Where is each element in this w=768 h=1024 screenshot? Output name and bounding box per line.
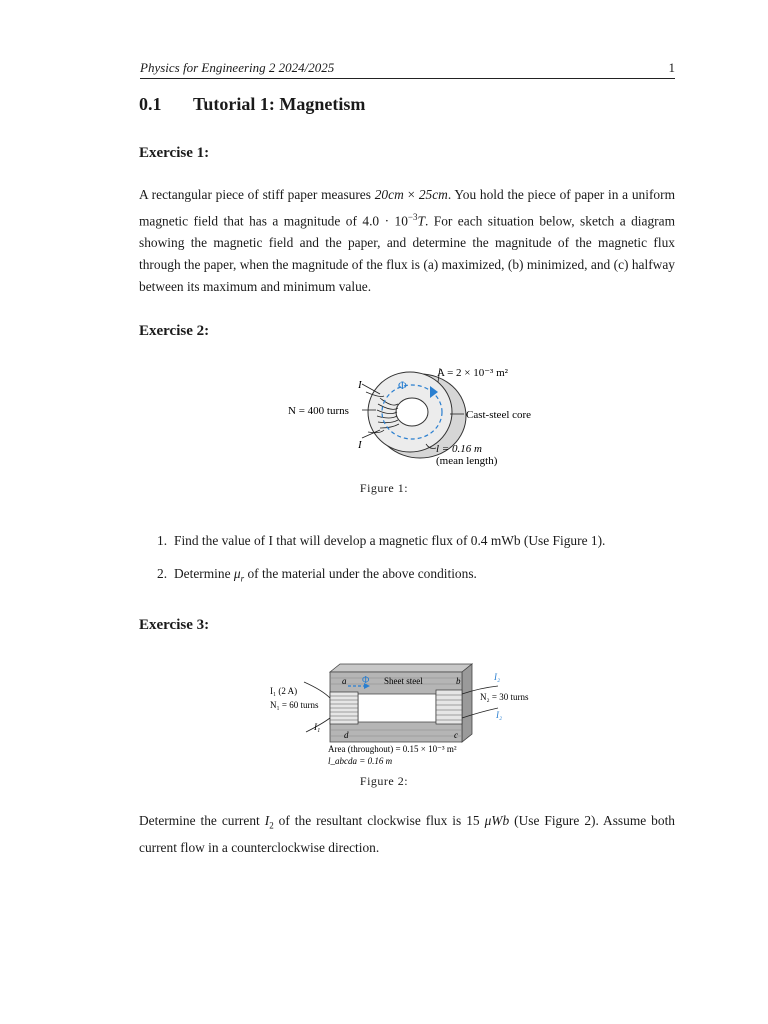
i2-label-top: I₂ (494, 672, 501, 682)
exercise-1-text (139, 184, 675, 298)
lead-left-top (304, 682, 330, 698)
ex1-dim1: 20cm (374, 187, 404, 202)
list-item-text: of the material under the above conditions. (244, 566, 477, 581)
length-label: l = 0.16 m (436, 443, 482, 455)
figure-2-core (266, 660, 556, 768)
core-side-face (462, 664, 472, 742)
current-label-top: I (358, 379, 362, 391)
corner-d: d (344, 730, 349, 740)
toroid-hole (396, 398, 428, 426)
mu-symbol: μ (233, 566, 241, 581)
course-title: Physics for Engineering 2 2024/2025 (140, 60, 335, 75)
ex3-text-a: Determine the current (139, 813, 265, 828)
corner-a: a (342, 676, 347, 686)
ex1-dim2: 25cm (418, 187, 448, 202)
ex1-field-unit: T (417, 213, 425, 229)
figure-1-toroid (280, 362, 560, 474)
core-label: Cast-steel core (466, 409, 532, 421)
running-header (140, 60, 675, 79)
ex3-current-sub: 2 (269, 820, 274, 831)
ex3-text-c: (Use Figure 2). Assume both current flow in a counterclockwise direction. (139, 813, 675, 855)
list-item (157, 533, 605, 549)
i1-lower-label: I₁ (314, 722, 321, 732)
ex3-flux-unit: μWb (484, 813, 510, 828)
mean-length-label: (mean length) (436, 455, 498, 467)
section-number: 0.1 (139, 94, 162, 114)
ex1-field-value: 4.0 · 10 (362, 213, 408, 229)
list-item-text: Determine (174, 566, 234, 581)
section-title (139, 94, 365, 115)
flux-symbol: Φ (362, 675, 370, 686)
area-label: Area (throughout) = 0.15 × 10⁻³ m² (328, 744, 457, 754)
corner-b: b (456, 676, 461, 686)
list-marker: 2. (157, 566, 168, 581)
corner-c: c (454, 730, 458, 740)
ex3-current-symbol: I (264, 813, 270, 828)
ex1-times: × (403, 187, 419, 202)
figure-2-caption: Figure 2: (359, 774, 409, 788)
mu-subscript: r (240, 573, 245, 584)
current-label-bottom: I (358, 439, 362, 451)
list-marker: 1. (157, 533, 168, 548)
area-label: A = 2 × 10⁻³ m² (437, 367, 508, 379)
exercise-2-list (157, 533, 677, 593)
ex3-text-b: of the resultant clockwise flux is 15 (273, 813, 485, 828)
core-top-face (330, 664, 472, 672)
i1-label: I₁ (2 A) (270, 686, 298, 696)
ex1-field-exp: −3 (407, 212, 418, 222)
n1-label: N₁ = 60 turns (270, 700, 319, 710)
exercise-1-heading: Exercise 1: (139, 145, 210, 161)
exercise-3-text (139, 810, 675, 859)
exercise-2-heading: Exercise 2: (139, 323, 210, 339)
section-name: Tutorial 1: Magnetism (193, 94, 366, 114)
ex1-text-a: A rectangular piece of stiff paper measures (139, 187, 375, 202)
path-length-label: l_abcda = 0.16 m (328, 756, 393, 766)
ex1-text-c: . For each situation below, sketch a diagram showing the magnetic field and the paper, and determine the magnitude of the magnetic flux through the paper, when the magnitude of the flux is (a) maximized, (b) minimized, and (c) halfway between its maximum and minimum value. (139, 213, 675, 295)
exercise-3-heading: Exercise 3: (139, 617, 210, 633)
flux-symbol: Φ (398, 378, 407, 392)
turns-label: N = 400 turns (288, 405, 349, 417)
page-number: 1 (668, 60, 675, 75)
sheet-steel-label: Sheet steel (384, 676, 423, 686)
n2-label: N₂ = 30 turns (480, 692, 529, 702)
ex1-text-b: . You hold the piece of paper in a uniform magnetic field that has a magnitude of (139, 187, 675, 229)
list-item (157, 566, 477, 584)
i2-label-bottom: I₂ (496, 710, 503, 720)
list-item-text: Find the value of I that will develop a magnetic flux of 0.4 mWb (Use Figure 1). (174, 533, 606, 548)
figure-1-caption: Figure 1: (359, 481, 409, 495)
